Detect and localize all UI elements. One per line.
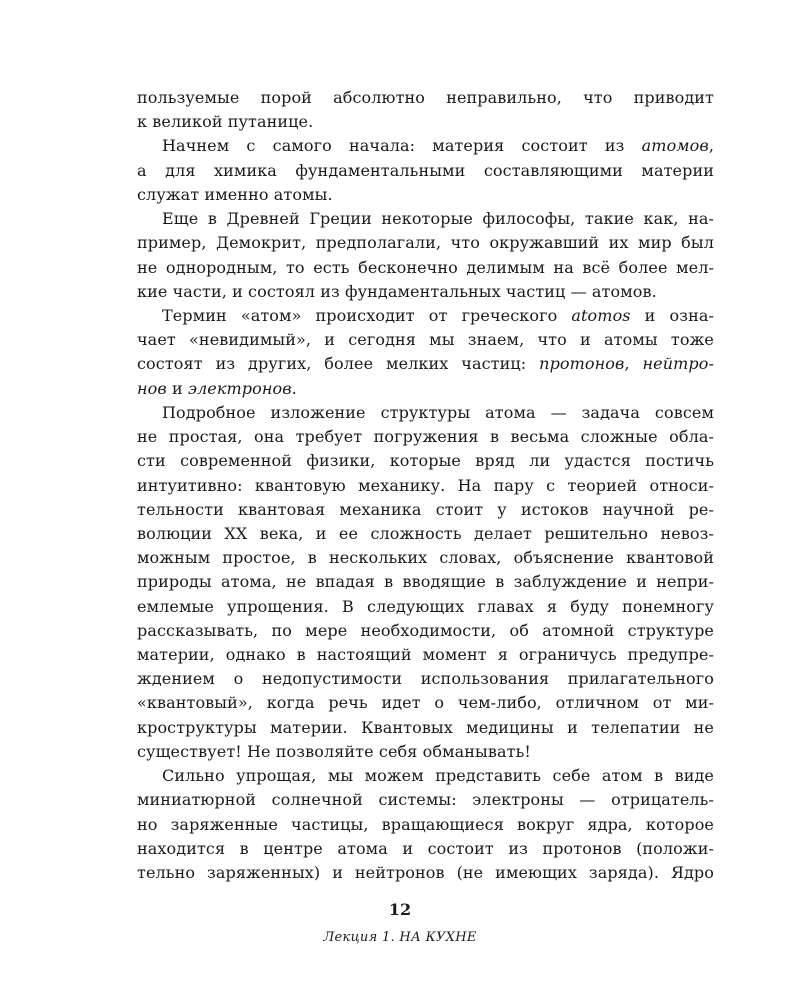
italic-term: атомов <box>641 136 709 156</box>
text-line: существует! Не позволяйте себя обманывать! <box>137 741 531 761</box>
text-line: тельности квантовая механика стоит у истоков научной ре- <box>137 499 714 519</box>
text-line: состоят из других, более мелких частиц: протонов, нейтро- <box>137 354 714 374</box>
text-line: пример, Демокрит, предполагали, что окружавший их мир был <box>137 233 714 253</box>
text-line: Еще в Древней Греции некоторые философы, такие как, на- <box>162 209 714 229</box>
text-line: не простая, она требует погружения в весьма сложные обла- <box>137 427 714 447</box>
text-line: «квантовый», когда речь идет о чем-либо, отличном от ми- <box>137 693 714 713</box>
italic-term: протонов <box>539 354 625 374</box>
text-line: емлемые упрощения. В следующих главах я буду понемногу <box>137 596 714 616</box>
text-line: Термин «атом» происходит от греческого atomos и озна- <box>162 305 714 325</box>
text-line: пользуемые порой абсолютно неправильно, что приводит <box>137 88 714 107</box>
text-line: волюции XX века, и ее сложность делает решительно невоз- <box>137 523 714 543</box>
text-line: материи, однако в настоящий момент я ограничусь предупре- <box>137 645 714 665</box>
text-line: Сильно упрощая, мы можем представить себе атом в виде <box>162 766 714 786</box>
body-text <box>137 86 714 885</box>
text-line: Начнем с самого начала: материя состоит из атомов, <box>162 136 714 156</box>
text-line: миниатюрной солнечной системы: электроны — отрицатель- <box>137 790 714 810</box>
text-line: чает «невидимый», и сегодня мы знаем, что и атомы тоже <box>137 330 714 350</box>
italic-term: нейтро- <box>642 354 714 374</box>
text-line: рассказывать, по мере необходимости, об атомной структуре <box>137 620 714 640</box>
text-line: находится в центре атома и состоит из протонов (положи- <box>137 838 714 858</box>
text-line: кие части, и состоял из фундаментальных частиц — атомов. <box>137 281 657 301</box>
italic-term: atomos <box>571 305 631 325</box>
text-line: нов и электронов. <box>137 378 297 398</box>
text-line: не однородным, то есть бесконечно делимым на всё более мел- <box>137 257 714 277</box>
text-line: а для химика фундаментальными составляющими материи <box>137 160 714 180</box>
text-line: природы атома, не впадая в вводящие в заблуждение и непри- <box>137 572 714 592</box>
text-line: интуитивно: квантовую механику. На пару с теорией относи- <box>137 475 714 495</box>
page-number: 12 <box>388 900 412 919</box>
text-line: Подробное изложение структуры атома — задача совсем <box>162 402 714 422</box>
text-line: тельно заряженных) и нейтронов (не имеющих заряда). Ядро <box>137 863 714 882</box>
text-line: ждением о недопустимости использования прилагательного <box>137 669 714 689</box>
text-line: к великой путанице. <box>137 112 314 132</box>
text-line: сти современной физики, которые вряд ли удастся постичь <box>137 451 714 471</box>
text-line: можным простое, в нескольких словах, объяснение квантовой <box>137 548 714 568</box>
text-line: но заряженные частицы, вращающиеся вокруг ядра, которое <box>137 814 714 834</box>
text-line: служат именно атомы. <box>137 184 333 204</box>
italic-term: электронов <box>187 378 292 398</box>
running-footer: Лекция 1. НА КУХНЕ <box>323 930 477 945</box>
italic-term: нов <box>137 378 167 398</box>
text-line: кроструктуры материи. Квантовых медицины и телепатии не <box>137 717 714 737</box>
